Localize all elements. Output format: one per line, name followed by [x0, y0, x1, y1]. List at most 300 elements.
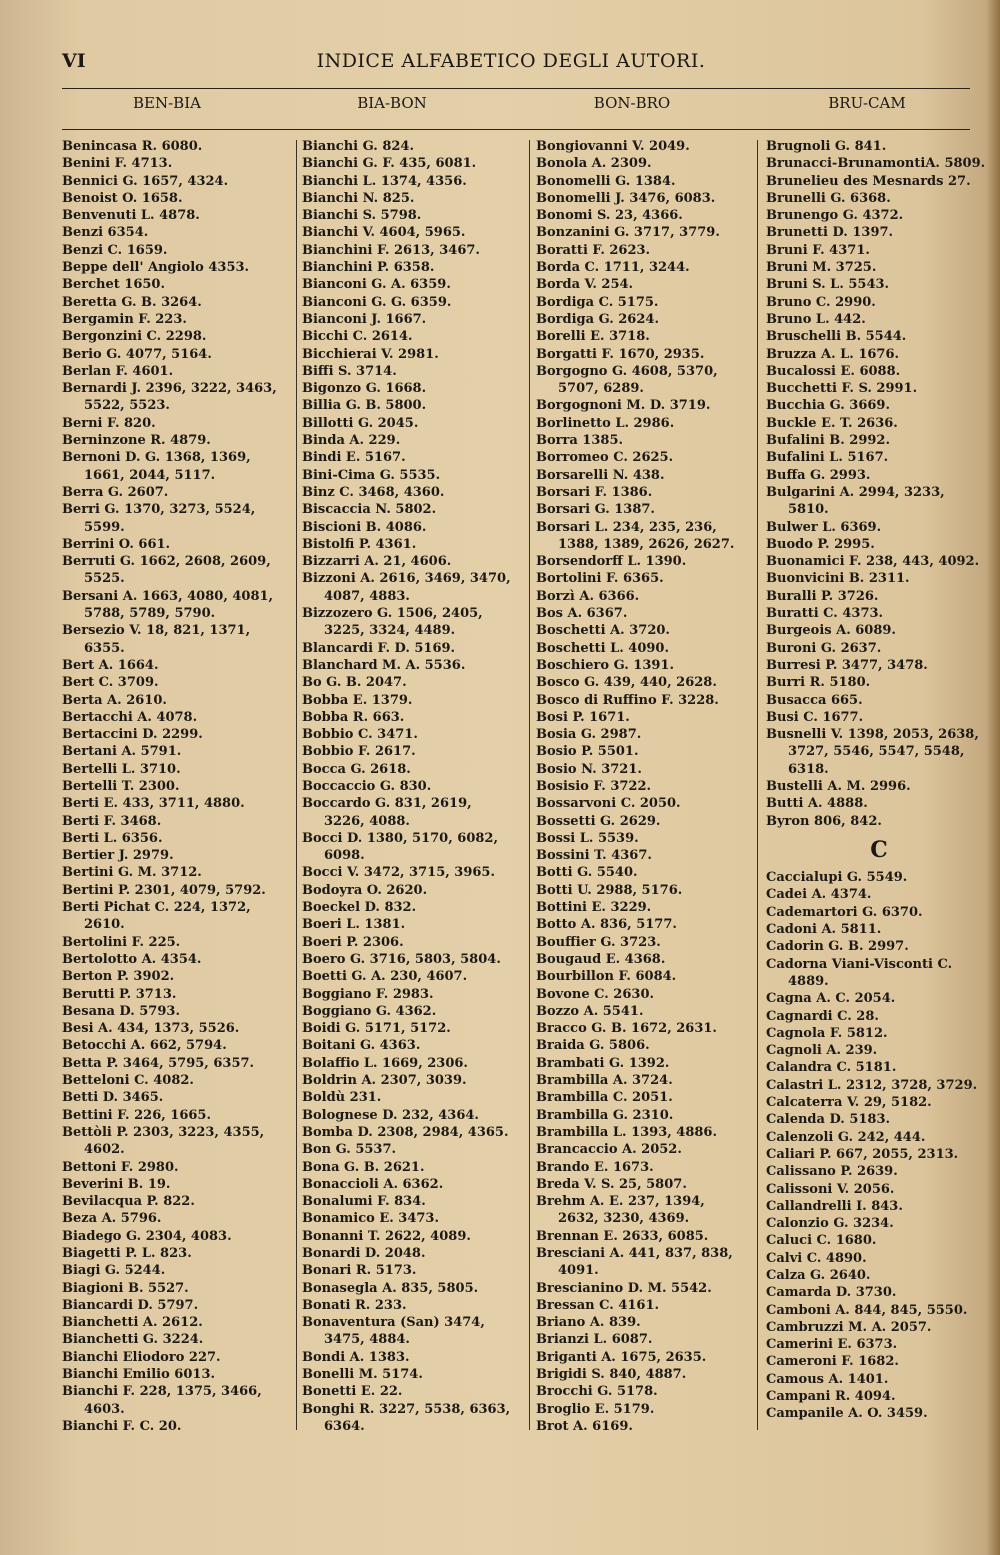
index-entry [536, 1280, 758, 1297]
index-entry-continuation: 6318. [788, 761, 829, 777]
index-entry-text: Bertolotto A. 4354. [62, 951, 202, 967]
index-entry [766, 1284, 992, 1301]
index-entry-text: Bettini F. 226, 1665. [62, 1107, 211, 1123]
index-entry-text: Biagi G. 5244. [62, 1263, 166, 1279]
index-entry [62, 1366, 290, 1383]
index-entry-text: Bonetti E. 22. [302, 1384, 403, 1400]
index-entry-text: Bos A. 6367. [536, 606, 628, 622]
index-entry-continuation: 3475, 4884. [324, 1332, 410, 1348]
index-entry-text: Bordiga C. 5175. [536, 294, 659, 310]
index-entry-text: Brocchi G. 5178. [536, 1384, 658, 1400]
index-entry [302, 449, 528, 466]
index-entry [302, 1159, 528, 1176]
index-entry-text: Brianzi L. 6087. [536, 1332, 653, 1348]
index-entry [536, 778, 758, 795]
index-entry [536, 726, 758, 743]
index-entry-text: Brunetti D. 1397. [766, 225, 894, 241]
index-entry-text: Bianchi S. 5798. [302, 208, 422, 224]
index-entry-text: Boldrin A. 2307, 3039. [302, 1073, 467, 1089]
index-entry [766, 1146, 992, 1163]
index-entry [536, 1141, 758, 1158]
index-entry [302, 899, 528, 916]
index-entry-text: Bufalini B. 2992. [766, 433, 890, 449]
index-entry-text: Buckle E. T. 2636. [766, 415, 898, 431]
index-entry [62, 743, 290, 760]
index-entry-continuation: 6098. [324, 848, 365, 864]
index-entry [302, 1193, 528, 1210]
index-entry [766, 467, 992, 484]
index-entry-text: Berra G. 2607. [62, 484, 169, 500]
index-entry [536, 847, 758, 864]
index-entry [536, 795, 758, 812]
index-entry-text: Betti D. 3465. [62, 1090, 164, 1106]
index-entry-text: Borlinetto L. 2986. [536, 415, 675, 431]
index-entry [536, 934, 758, 951]
index-entry [766, 415, 992, 432]
index-entry [62, 501, 290, 536]
index-entry [766, 1388, 992, 1405]
index-entry-text: Berrini O. 661. [62, 536, 171, 552]
index-entry-text: Boggiano F. 2983. [302, 986, 434, 1002]
index-entry [536, 138, 758, 155]
index-entry-continuation: 5525. [84, 571, 125, 587]
index-entry [536, 570, 758, 587]
index-entry-text: Bianchi L. 1374, 4356. [302, 173, 467, 189]
index-entry-text: Busacca 665. [766, 692, 863, 708]
index-entry [302, 761, 528, 778]
index-entry-text: Beretta G. B. 3264. [62, 294, 202, 310]
index-entry [766, 224, 992, 241]
index-entry-text: Bert C. 3709. [62, 675, 159, 691]
index-entry-continuation: 1388, 1389, 2626, 2627. [558, 536, 735, 552]
index-entry [536, 899, 758, 916]
index-entry-text: Bossi L. 5539. [536, 830, 639, 846]
index-entry-text: Borzì A. 6366. [536, 588, 640, 604]
index-entry [536, 882, 758, 899]
index-entry-text: Camous A. 1401. [766, 1371, 889, 1387]
page-header [62, 50, 960, 80]
index-entry-text: Benini F. 4713. [62, 156, 173, 172]
index-entry [302, 968, 528, 985]
index-entry-text: Bianchi G. F. 435, 6081. [302, 156, 477, 172]
index-entry-text: Bobbio F. 2617. [302, 744, 416, 760]
index-entry [302, 916, 528, 933]
index-entry-continuation: 4087, 4883. [324, 588, 410, 604]
index-entry [62, 1349, 290, 1366]
index-entry-text: Blancardi F. D. 5169. [302, 640, 456, 656]
index-entry [302, 882, 528, 899]
index-entry [536, 1037, 758, 1054]
index-entry-text: Bettoni F. 2980. [62, 1159, 179, 1175]
index-entry-text: Boccaccio G. 830. [302, 778, 432, 794]
index-entry [62, 1262, 290, 1279]
index-entry [302, 709, 528, 726]
index-entry-text: Beverini B. 19. [62, 1176, 171, 1192]
index-entry-text: Calonzio G. 3234. [766, 1216, 894, 1232]
index-entry [62, 657, 290, 674]
index-entry [536, 155, 758, 172]
index-entry-text: Buonamici F. 238, 443, 4092. [766, 554, 980, 570]
index-entry [766, 207, 992, 224]
index-entry [536, 1107, 758, 1124]
index-entry [536, 190, 758, 207]
index-entry-text: Brancaccio A. 2052. [536, 1142, 682, 1158]
index-entry-text: Calenzoli G. 242, 444. [766, 1129, 926, 1145]
index-entry-text: Bressan C. 4161. [536, 1297, 660, 1313]
index-entry [302, 363, 528, 380]
index-entry [536, 467, 758, 484]
index-entry [766, 640, 992, 657]
index-entry-text: Berton P. 3902. [62, 969, 175, 985]
index-entry [302, 570, 528, 605]
index-entry-text: Botti G. 5540. [536, 865, 638, 881]
index-entry-text: Bonola A. 2309. [536, 156, 652, 172]
index-entry [766, 869, 992, 886]
index-entry-text: Brugnoli G. 841. [766, 139, 887, 154]
index-entry [302, 674, 528, 691]
index-entry-text: Callandrelli I. 843. [766, 1198, 903, 1214]
index-entry-continuation: 4602. [84, 1142, 125, 1158]
index-entry-text: Bertolini F. 225. [62, 934, 181, 950]
alphabetic-range-headers [62, 94, 970, 124]
index-entry [302, 173, 528, 190]
index-entry [536, 605, 758, 622]
index-entry-text: Bonghi R. 3227, 5538, 6363, [302, 1401, 511, 1417]
index-entry [302, 934, 528, 951]
index-entry [302, 311, 528, 328]
index-entry [766, 588, 992, 605]
index-entry-text: Bonasegla A. 835, 5805. [302, 1280, 479, 1296]
index-entry [62, 207, 290, 224]
index-entry-text: Berti F. 3468. [62, 813, 162, 829]
index-entry [62, 1245, 290, 1262]
index-entry [536, 692, 758, 709]
index-entry-text: Bianchetti A. 2612. [62, 1315, 203, 1331]
index-entry-text: Bonamico E. 3473. [302, 1211, 440, 1227]
index-entry [766, 657, 992, 674]
index-entry-text: Berti L. 6356. [62, 830, 163, 846]
index-entry [302, 1366, 528, 1383]
index-entry [536, 916, 758, 933]
index-entry-text: Cagnoli A. 239. [766, 1043, 878, 1059]
index-entry-text: Bertelli L. 3710. [62, 761, 181, 777]
index-entry [536, 397, 758, 414]
index-entry [766, 190, 992, 207]
index-entry [302, 242, 528, 259]
index-entry [302, 726, 528, 743]
index-entry-text: Brambilla L. 1393, 4886. [536, 1124, 718, 1140]
index-entry-text: Bianconi G. G. 6359. [302, 294, 452, 310]
index-entry-text: Boidi G. 5171, 5172. [302, 1021, 451, 1037]
index-column [62, 138, 290, 1435]
index-entry [766, 519, 992, 536]
index-entry [62, 1228, 290, 1245]
index-entry-text: Bistolfi P. 4361. [302, 536, 417, 552]
index-entry [536, 328, 758, 345]
index-entry [766, 138, 992, 155]
index-entry-continuation: 6355. [84, 640, 125, 656]
index-entry-text: Bianchi Eliodoro 227. [62, 1349, 221, 1365]
index-entry-text: Bertini G. M. 3712. [62, 865, 202, 881]
index-entry-text: Broglio E. 5179. [536, 1401, 655, 1417]
index-entry-continuation: 5788, 5789, 5790. [84, 606, 216, 622]
index-entry-text: Berruti G. 1662, 2608, 2609, [62, 554, 271, 570]
index-entry-text: Buroni G. 2637. [766, 640, 882, 656]
index-entry [62, 1418, 290, 1435]
column-divider [529, 140, 530, 1430]
index-entry-text: Bordiga G. 2624. [536, 311, 659, 327]
index-entry [766, 380, 992, 397]
index-entry-text: Berti Pichat C. 224, 1372, [62, 900, 251, 916]
index-entry [536, 1072, 758, 1089]
index-entry [536, 968, 758, 985]
index-entry [766, 346, 992, 363]
index-entry-text: Brunelli G. 6368. [766, 190, 891, 206]
index-entry-text: Calissoni V. 2056. [766, 1181, 895, 1197]
index-entry-text: Bonomelli J. 3476, 6083. [536, 190, 716, 206]
index-entry [766, 1181, 992, 1198]
index-entry [62, 795, 290, 812]
index-entry [302, 1228, 528, 1245]
index-entry [302, 224, 528, 241]
index-entry [62, 432, 290, 449]
index-entry-text: Berutti P. 3713. [62, 986, 177, 1002]
index-entry [62, 553, 290, 588]
index-entry-text: Bonari R. 5173. [302, 1263, 417, 1279]
index-entry-text: Bicchi C. 2614. [302, 329, 413, 345]
index-entry [302, 864, 528, 881]
index-entry-text: Bersani A. 1663, 4080, 4081, [62, 588, 274, 604]
index-entry [766, 1267, 992, 1284]
index-entry [536, 1245, 758, 1280]
index-entry [766, 956, 992, 991]
index-entry [536, 311, 758, 328]
index-entry [536, 224, 758, 241]
index-entry-text: Bucalossi E. 6088. [766, 363, 901, 379]
index-entry-text: Bovone C. 2630. [536, 986, 655, 1002]
index-entry-text: Biscaccia N. 5802. [302, 502, 437, 518]
index-entry [302, 657, 528, 674]
index-entry-continuation: 5707, 6289. [558, 381, 644, 397]
index-entry-text: Bernoni D. G. 1368, 1369, [62, 450, 251, 466]
index-entry-text: Bossini T. 4367. [536, 848, 652, 864]
index-entry-text: Caliari P. 667, 2055, 2313. [766, 1146, 959, 1162]
index-entry-text: Bruno L. 442. [766, 311, 866, 327]
index-entry-text: Benzi C. 1659. [62, 242, 168, 258]
index-entry-continuation: 2632, 3230, 4369. [558, 1211, 690, 1227]
index-entry-text: Cambruzzi M. A. 2057. [766, 1319, 932, 1335]
index-entry-text: Bianchi G. 824. [302, 139, 414, 154]
index-entry-text: Boero G. 3716, 5803, 5804. [302, 951, 501, 967]
index-entry [766, 449, 992, 466]
index-entry-text: Bobba E. 1379. [302, 692, 413, 708]
index-entry [302, 536, 528, 553]
index-entry [62, 346, 290, 363]
index-entry [536, 432, 758, 449]
index-entry [62, 311, 290, 328]
index-entry [62, 380, 290, 415]
index-entry [302, 190, 528, 207]
index-entry [536, 743, 758, 760]
index-entry [62, 1193, 290, 1210]
index-entry-continuation: 4603. [84, 1401, 125, 1417]
index-entry-text: Busi C. 1677. [766, 709, 864, 725]
index-entry-text: Boetti G. A. 230, 4607. [302, 969, 468, 985]
index-entry [536, 674, 758, 691]
index-entry [302, 1072, 528, 1089]
index-entry [766, 363, 992, 380]
index-entry-text: Bon G. 5537. [302, 1142, 397, 1158]
index-entry [536, 657, 758, 674]
index-entry [62, 674, 290, 691]
index-entry [536, 709, 758, 726]
index-entry-text: Benoist O. 1658. [62, 190, 183, 206]
index-entry-text: Bertini P. 2301, 4079, 5792. [62, 882, 266, 898]
index-entry-continuation: 3225, 3324, 4489. [324, 623, 456, 639]
index-entry-text: Bougaud E. 4368. [536, 951, 666, 967]
index-entry [302, 605, 528, 640]
index-entry [766, 328, 992, 345]
index-entry [766, 242, 992, 259]
index-entry [766, 432, 992, 449]
index-entry-text: Bufalini L. 5167. [766, 450, 889, 466]
index-entry-text: Borsari G. 1387. [536, 502, 655, 518]
index-entry [766, 1336, 992, 1353]
index-entry [302, 1020, 528, 1037]
index-entry [302, 553, 528, 570]
index-entry [302, 467, 528, 484]
index-entry [766, 1059, 992, 1076]
index-entry [766, 1129, 992, 1146]
index-entry [536, 986, 758, 1003]
index-entry [536, 864, 758, 881]
index-entry-text: Borromeo C. 2625. [536, 450, 674, 466]
index-entry-text: Biagetti P. L. 823. [62, 1246, 192, 1261]
index-entry-text: Borsari L. 234, 235, 236, [536, 519, 717, 535]
index-entry [766, 1302, 992, 1319]
index-entry [302, 328, 528, 345]
index-entry-text: Binz C. 3468, 4360. [302, 484, 445, 500]
index-entry-text: Bustelli A. M. 2996. [766, 778, 911, 794]
index-entry [302, 519, 528, 536]
index-entry [536, 242, 758, 259]
index-entry [302, 432, 528, 449]
index-entry-text: Butti A. 4888. [766, 796, 868, 812]
index-entry-text: Caluci C. 1680. [766, 1233, 877, 1249]
index-entry [62, 138, 290, 155]
index-entry-text: Besi A. 434, 1373, 5526. [62, 1021, 240, 1037]
index-entry-text: Bersezio V. 18, 821, 1371, [62, 623, 251, 639]
index-entry-text: Bettòli P. 2303, 3223, 4355, [62, 1124, 265, 1140]
index-entry [766, 795, 992, 812]
index-entry-text: Byron 806, 842. [766, 813, 882, 829]
index-entry-text: Binda A. 229. [302, 433, 401, 449]
index-entry-text: Bianchi Emilio 6013. [62, 1367, 216, 1383]
index-entry-text: Billia G. B. 5800. [302, 398, 427, 414]
index-entry-text: Briano A. 839. [536, 1315, 641, 1331]
index-entry-text: Buodo P. 2995. [766, 536, 875, 552]
index-entry-text: Bertani A. 5791. [62, 744, 182, 760]
index-entry [302, 1003, 528, 1020]
index-entry-text: Camboni A. 844, 845, 5550. [766, 1302, 968, 1318]
index-entry-text: Borgogno G. 4608, 5370, [536, 363, 718, 379]
index-entry-continuation: 6364. [324, 1418, 365, 1434]
index-entry [302, 259, 528, 276]
index-entry-text: Briganti A. 1675, 2635. [536, 1349, 707, 1365]
index-entry-text: Bracco G. B. 1672, 2631. [536, 1021, 717, 1037]
index-entry-text: Berta A. 2610. [62, 692, 167, 708]
index-entry-continuation: 4889. [788, 973, 829, 989]
index-entry [302, 207, 528, 224]
index-column [302, 138, 528, 1435]
index-entry-text: Betteloni C. 4082. [62, 1073, 194, 1089]
index-entry-text: Bruzza A. L. 1676. [766, 346, 900, 362]
index-entry-text: Bocci V. 3472, 3715, 3965. [302, 865, 495, 881]
index-entry [302, 951, 528, 968]
index-entry [766, 1094, 992, 1111]
index-entry-text: Brambilla A. 3724. [536, 1073, 673, 1089]
index-entry-text: Beza A. 5796. [62, 1211, 162, 1227]
range-header: BIA-BON [357, 94, 427, 112]
index-entry [302, 1089, 528, 1106]
index-entry-text: Bigonzo G. 1668. [302, 381, 427, 397]
index-entry [62, 847, 290, 864]
index-entry-text: Berninzone R. 4879. [62, 433, 211, 449]
index-entry [536, 1089, 758, 1106]
index-entry-text: Bucchia G. 3669. [766, 398, 891, 414]
index-column [766, 138, 992, 1423]
index-entry-text: Bouffier G. 3723. [536, 934, 661, 950]
index-entry [62, 536, 290, 553]
index-entry [302, 155, 528, 172]
index-entry-text: Brescianino D. M. 5542. [536, 1280, 712, 1296]
index-entry-text: Cadoni A. 5811. [766, 922, 882, 938]
index-entry-text: Boratti F. 2623. [536, 242, 651, 258]
index-entry [302, 415, 528, 432]
index-entry-text: Bottini E. 3229. [536, 900, 652, 916]
index-entry [302, 138, 528, 155]
index-entry-continuation: 3226, 4088. [324, 813, 410, 829]
header-rule [62, 88, 970, 89]
index-entry [62, 224, 290, 241]
index-entry [62, 484, 290, 501]
index-entry [536, 1383, 758, 1400]
index-entry-continuation: 2610. [84, 917, 125, 933]
index-entry-text: Bizzarri A. 21, 4606. [302, 554, 452, 570]
index-entry-text: Bonati R. 233. [302, 1297, 407, 1313]
index-entry-text: Bocca G. 2618. [302, 761, 411, 777]
index-entry [536, 622, 758, 639]
index-entry [62, 951, 290, 968]
index-entry-text: Bonardi D. 2048. [302, 1246, 426, 1261]
index-entry-text: Bianchi F. C. 20. [62, 1418, 182, 1434]
index-entry-text: Bucchetti F. S. 2991. [766, 381, 918, 397]
index-entry-text: Boggiano G. 4362. [302, 1003, 437, 1019]
index-entry-text: Bruni S. L. 5543. [766, 277, 890, 293]
index-entry-text: Borelli E. 3718. [536, 329, 650, 345]
index-entry-text: Borda V. 254. [536, 277, 634, 293]
index-entry-text: Calandra C. 5181. [766, 1060, 897, 1076]
index-entry [766, 886, 992, 903]
index-entry [536, 501, 758, 518]
index-entry-text: Bonzanini G. 3717, 3779. [536, 225, 720, 241]
index-entry [62, 709, 290, 726]
index-entry [766, 813, 992, 830]
index-entry-text: Bondi A. 1383. [302, 1349, 410, 1365]
index-entry [62, 986, 290, 1003]
index-entry [302, 1383, 528, 1400]
index-entry-text: Benincasa R. 6080. [62, 139, 203, 154]
